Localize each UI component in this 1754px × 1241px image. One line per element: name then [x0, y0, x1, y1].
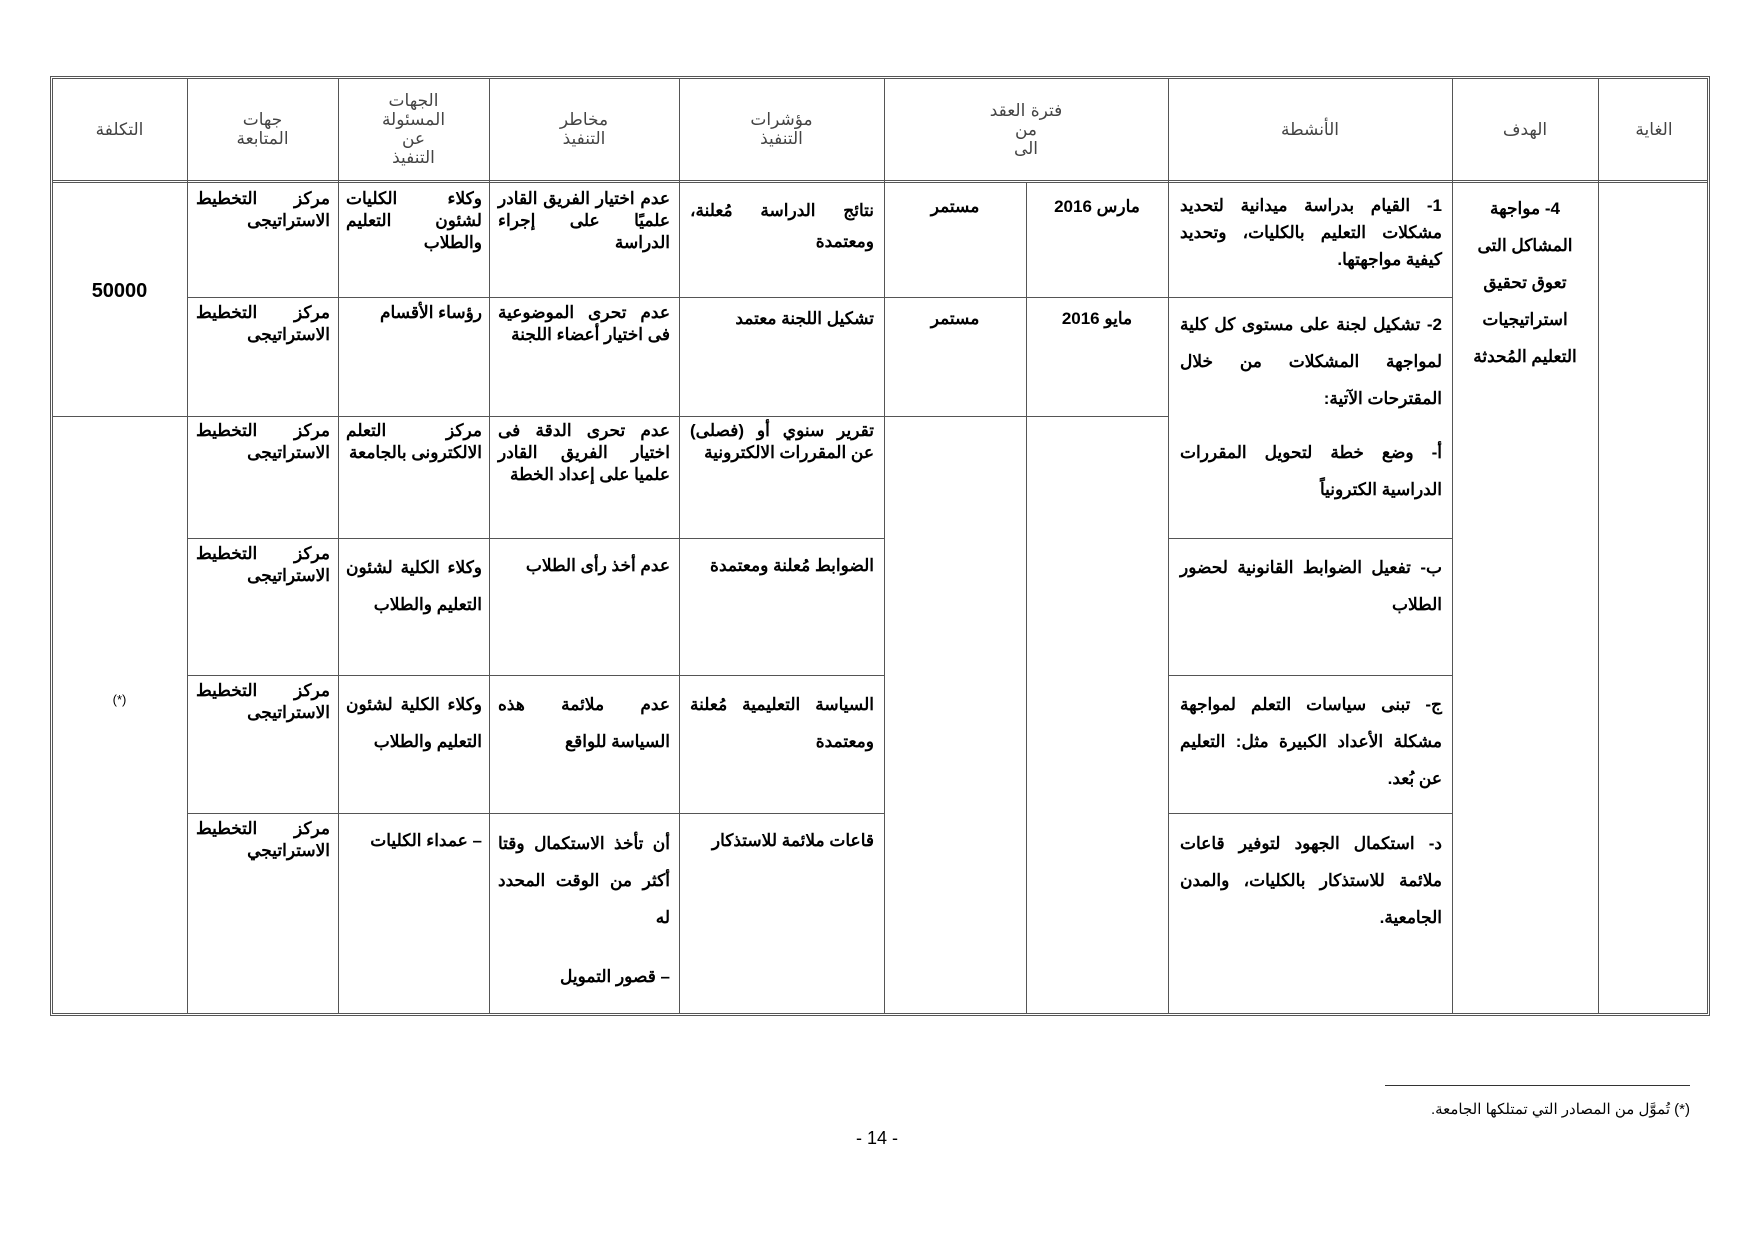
row2-risk: عدم تحرى الموضوعية فى اختيار أعضاء اللجنة [498, 303, 670, 344]
row2-indicator: تشكيل اللجنة معتمد [735, 309, 874, 328]
row2-responsible: رؤساء الأقسام [380, 303, 482, 322]
row4-risk: عدم أخذ رأى الطلاب [525, 556, 670, 575]
row3-responsible: مركز التعلم الالكترونى بالجامعة [346, 421, 482, 462]
row6-responsible: – عمداء الكليات [370, 831, 482, 850]
page-number: - 14 - [855, 1128, 898, 1148]
header-mutaba3a: جهات المتابعة [236, 110, 289, 149]
row1-activity: 1- القيام بدراسة ميدانية لتحديد مشكلات التعليم بالكليات، وتحديد كيفية مواجهتها. [1180, 196, 1442, 269]
header-taklufa: التكلفة [95, 119, 144, 140]
header-ghaya: الغاية [1635, 119, 1673, 140]
cost-second: (*) [112, 692, 127, 707]
footnote: (*) تُموَّل من المصادر التي تمتلكها الجامعة. [1430, 1101, 1690, 1118]
row6-risk-funding: – قصور التمويل [559, 967, 670, 986]
header-anshita: الأنشطة [1280, 119, 1340, 140]
row4-responsible: وكلاء الكلية لشئون التعليم والطلاب [346, 558, 482, 614]
row6-followup: مركز التخطيط الاستراتيجي [196, 819, 330, 860]
row2-followup: مركز التخطيط الاستراتيجى [196, 303, 330, 344]
row1-followup: مركز التخطيط الاستراتيجى [196, 189, 330, 230]
row5-risk: عدم ملائمة هذه السياسة للواقع [498, 695, 670, 751]
row1-indicator: نتائج الدراسة مُعلنة، ومعتمدة [690, 201, 874, 251]
header-fatra: فترة العقد من الى [989, 100, 1063, 159]
header-hadaf: الهدف [1502, 119, 1548, 140]
row2-to: مستمر [930, 309, 980, 328]
row3-indicator: تقرير سنوي أو (فصلى) عن المقررات الالكترونية [690, 421, 874, 462]
row1-risk: عدم اختيار الفريق القادر علميًا على إجراء الدراسة [498, 189, 670, 252]
header-mas2oola: الجهات المسئولة عن التنفيذ [381, 91, 446, 168]
row6-risk: أن تأخذ الاستكمال وقتا أكثر من الوقت المحدد له [498, 834, 670, 927]
row5-responsible: وكلاء الكلية لشئون التعليم والطلاب [346, 695, 482, 751]
row3-activity: أ- وضع خطة لتحويل المقررات الدراسية الكترونياً [1180, 443, 1442, 499]
row4-activity: ب- تفعيل الضوابط القانونية لحضور الطلاب [1180, 558, 1442, 614]
row3-followup: مركز التخطيط الاستراتيجى [196, 421, 330, 462]
row5-activity: ج- تبنى سياسات التعلم لمواجهة مشكلة الأعداد الكبيرة مثل: التعليم عن بُعد. [1180, 695, 1442, 788]
cost-first: 50000 [91, 280, 148, 302]
row2-activity: 2- تشكيل لجنة على مستوى كل كلية لمواجهة المشكلات من خلال المقترحات الآتية: [1180, 315, 1442, 408]
row5-indicator: السياسة التعليمية مُعلنة ومعتمدة [690, 695, 874, 751]
row6-activity: د- استكمال الجهود لتوفير قاعات ملائمة للاستذكار بالكليات، والمدن الجامعية. [1180, 834, 1442, 927]
footnote-separator [1385, 1085, 1690, 1086]
row4-followup: مركز التخطيط الاستراتيجى [196, 544, 330, 585]
row3-risk: عدم تحرى الدقة فى اختيار الفريق القادر علميا على إعداد الخطة [498, 421, 670, 484]
goal-text: 4- مواجهة المشاكل التى تعوق تحقيق استراتيجيات التعليم المُحدثة [1473, 199, 1577, 366]
row1-to: مستمر [930, 197, 980, 216]
header-muasherat: مؤشرات التنفيذ [750, 110, 813, 149]
row5-followup: مركز التخطيط الاستراتيجى [196, 681, 330, 722]
row1-from: مارس 2016 [1054, 197, 1140, 216]
row6-indicator: قاعات ملائمة للاستذكار [711, 831, 874, 850]
row2-from: مايو 2016 [1061, 309, 1133, 328]
header-makhater: مخاطر التنفيذ [559, 110, 609, 149]
row1-responsible: وكلاء الكليات لشئون التعليم والطلاب [346, 189, 482, 252]
row4-indicator: الضوابط مُعلنة ومعتمدة [710, 556, 874, 575]
